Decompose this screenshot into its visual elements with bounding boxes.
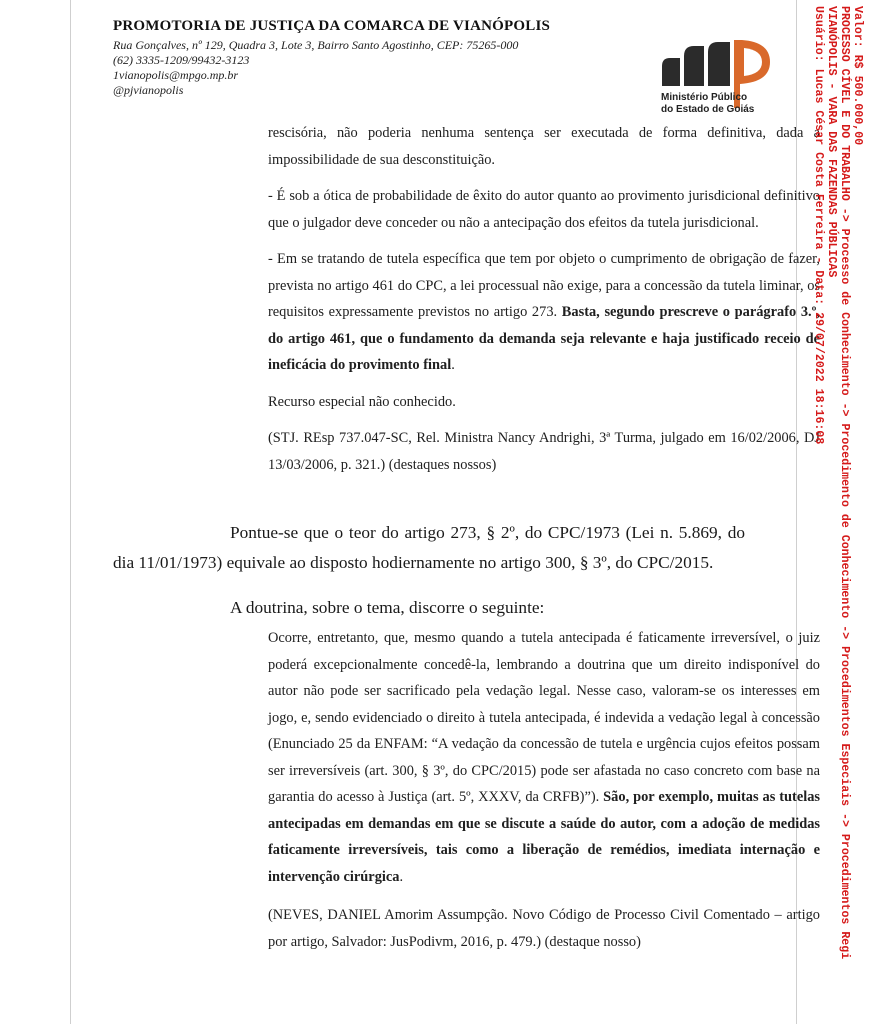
citation1-paragraph	[268, 246, 820, 379]
citation2-reference: (NEVES, DANIEL Amorim Assumpção. Novo Código de Processo Civil Comentado – artigo por artigo, Salvador: JusPodivm, 2016, p. 479.) (destaque nosso)	[268, 907, 820, 950]
text-run: - Em se tratando de tutela específica que tem por objeto o cumprimento de obrigação de fazer, prevista no artigo 461 do CPC, a lei processual não exige, para a concessão da tutela liminar, os requisitos expressamente previstos no artigo 273.	[268, 251, 820, 320]
citation2-paragraph	[268, 625, 820, 890]
logo-line1: Ministério Público	[661, 92, 748, 103]
electronic-signature-stamp	[812, 6, 864, 959]
citation1-reference: (STJ. REsp 737.047-SC, Rel. Ministra Nancy Andrighi, 3ª Turma, julgado em 16/02/2006, DJ 13/03/2006, p. 321.) (destaques nossos)	[268, 430, 820, 473]
logo-text	[661, 92, 754, 116]
citation-block-1	[268, 120, 820, 478]
stamp-class: PROCESSO CÍVEL E DO TRABALHO -> Processo de Conhecimento -> Procedimento de Conhecimento -> Procedimentos Especiais -> Procedimentos Regi	[838, 6, 851, 960]
body-paragraph: A doutrina, sobre o tema, discorre o seguinte:	[230, 598, 545, 617]
text-run: .	[399, 868, 404, 885]
citation1-paragraph: - É sob a ótica de probabilidade de êxito do autor quanto ao provimento jurisdicional definitivo que o julgador deve conceder ou não a antecipação dos efeitos da tutela jurisdicional.	[268, 188, 820, 231]
bold-emphasis: Basta, segundo prescreve o parágrafo 3.º, do artigo 461, que o fundamento da demanda seja relevante e haja justificado receio de ineficácia do provimento final	[268, 304, 820, 373]
org-social: @pjvianopolis	[113, 83, 184, 97]
body-paragraph: Pontue-se que o teor do artigo 273, § 2º, do CPC/1973 (Lei n. 5.869, do dia 11/01/1973) equivale ao disposto hodiernamente no artigo 300, § 3º, do CPC/2015.	[113, 523, 745, 572]
logo-line2: do Estado de Goiás	[661, 104, 755, 115]
citation-block-2	[268, 625, 820, 955]
text-run: Ocorre, entretanto, que, mesmo quando a tutela antecipada é faticamente irreversível, o juiz poderá excepcionalmente concedê-la, lembrando a doutrina que um direito indisponível do autor não pode ser sacrificado pela vedação legal. Nesse caso, valoram-se os interesses em jogo, e, sendo evidenciado o direito à tutela antecipada, é indevida a vedação legal à concessão (Enunciado 25 da ENFAM: “A vedação da concessão de tutela e urgência cujos efeitos possam ser irreversíveis (art. 300, § 3º, do CPC/2015) pode ser afastada no caso concreto com base na garantia do acesso à Justiça (art. 5º, XXXV, da CRFB)”).	[268, 630, 820, 805]
org-address: Rua Gonçalves, nº 129, Quadra 3, Lote 3, Bairro Santo Agostinho, CEP: 75265-000	[113, 38, 519, 52]
org-name: PROMOTORIA DE JUSTIÇA DA COMARCA DE VIANÓPOLIS	[113, 18, 551, 34]
citation1-paragraph: Recurso especial não conhecido.	[268, 393, 456, 410]
text-run: .	[451, 357, 455, 373]
stamp-value: Valor: R$ 500.000,00	[851, 6, 864, 146]
org-email: 1vianopolis@mpgo.mp.br	[113, 68, 239, 82]
stamp-court: VIANÓPOLIS - VARA DAS FAZENDAS PÚBLICAS	[825, 6, 838, 278]
letterhead	[113, 18, 783, 115]
bold-emphasis: São, por exemplo, muitas as tutelas antecipadas em demandas em que se discute a saúde do autor, com a adoção de medidas faticamente irreversíveis, tais como a liberação de remédios, imediata internação e intervenção cirúrgica	[268, 789, 821, 885]
org-phone: (62) 3335-1209/99432-3123	[113, 53, 250, 67]
body-section	[113, 518, 745, 623]
citation1-paragraph: rescisória, não poderia nenhuma sentença ser executada de forma definitiva, dada a impossibilidade de sua desconstituição.	[268, 125, 820, 168]
stamp-user: Usuário: Lucas César Costa Ferreira - Data: 29/07/2022 18:16:08	[812, 6, 825, 445]
